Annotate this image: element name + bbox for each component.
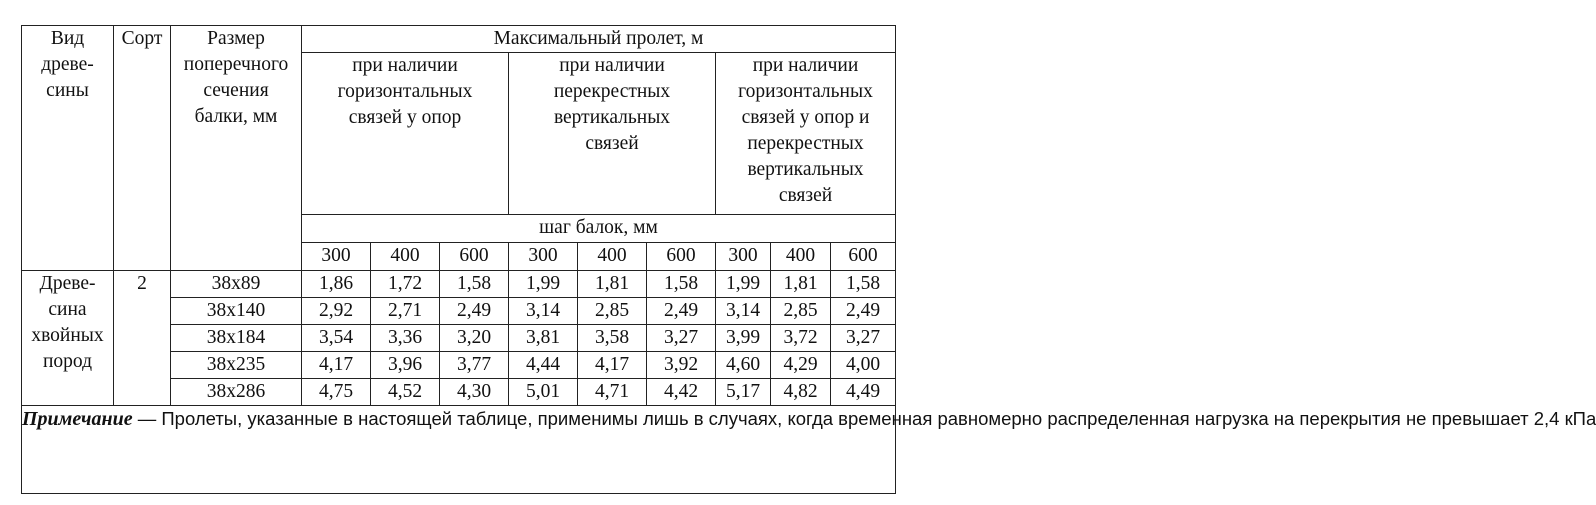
- step-value: 600: [440, 243, 509, 271]
- value-cell: 3,92: [647, 352, 716, 379]
- value-cell: 5,01: [509, 379, 578, 406]
- step-value: 600: [831, 243, 896, 271]
- header-group-vertical: [509, 53, 716, 215]
- value-cell: 3,72: [771, 325, 831, 352]
- value-cell: 4,44: [509, 352, 578, 379]
- value-cell: 4,30: [440, 379, 509, 406]
- group-line: связей: [585, 133, 639, 154]
- value-cell: 4,82: [771, 379, 831, 406]
- value-cell: 4,42: [647, 379, 716, 406]
- size-cell: 38x235: [171, 352, 302, 379]
- group-line: вертикальных: [553, 107, 671, 128]
- group-line: вертикальных: [747, 159, 864, 180]
- value-cell: 2,49: [647, 298, 716, 325]
- value-cell: 3,58: [578, 325, 647, 352]
- step-value: 300: [509, 243, 578, 271]
- species-line: пород: [42, 351, 93, 372]
- group-line: при наличии: [559, 55, 665, 76]
- table-row: [22, 271, 896, 298]
- value-cell: 3,20: [440, 325, 509, 352]
- value-cell: 1,86: [302, 271, 371, 298]
- group-line: при наличии: [752, 55, 859, 76]
- span-table: [21, 25, 1596, 494]
- value-cell: 3,77: [440, 352, 509, 379]
- step-value: 300: [302, 243, 371, 271]
- size-cell: 38x184: [171, 325, 302, 352]
- table-note: [22, 406, 1596, 494]
- value-cell: 1,58: [647, 271, 716, 298]
- value-cell: 3,81: [509, 325, 578, 352]
- species-line: Древе-: [39, 273, 96, 294]
- value-cell: 3,54: [302, 325, 371, 352]
- value-cell: 4,75: [302, 379, 371, 406]
- group-line: горизонтальных: [337, 81, 473, 102]
- group-line: горизонтальных: [738, 81, 873, 102]
- value-cell: 5,17: [716, 379, 771, 406]
- group-line: связей у опор: [348, 107, 462, 128]
- value-cell: 3,14: [716, 298, 771, 325]
- group-line: перекрестных: [747, 133, 864, 154]
- step-value: 400: [578, 243, 647, 271]
- value-cell: 2,85: [771, 298, 831, 325]
- value-cell: 4,49: [831, 379, 896, 406]
- value-cell: 4,52: [371, 379, 440, 406]
- value-cell: 3,27: [647, 325, 716, 352]
- span-table-container: [21, 25, 1596, 494]
- value-cell: 2,49: [440, 298, 509, 325]
- value-cell: 4,00: [831, 352, 896, 379]
- value-cell: 1,72: [371, 271, 440, 298]
- value-cell: 2,71: [371, 298, 440, 325]
- grade-cell: [114, 271, 171, 406]
- value-cell: 1,58: [831, 271, 896, 298]
- group-line: при наличии: [352, 55, 458, 76]
- note-text: — Пролеты, указанные в настоящей таблице, применимы лишь в случаях, когда временная равномерно распределенная нагрузка на перекрытия не превышает 2,4 кПа: [132, 408, 1596, 429]
- header-step: шаг балок, мм: [302, 215, 896, 243]
- header-species-line: Вид: [50, 28, 85, 49]
- step-value: 400: [771, 243, 831, 271]
- species-line: хвойных: [31, 325, 104, 346]
- header-size: [171, 26, 302, 271]
- value-cell: 4,29: [771, 352, 831, 379]
- value-cell: 1,81: [771, 271, 831, 298]
- grade-value: 2: [137, 273, 147, 294]
- group-line: связей у опор и: [741, 107, 870, 128]
- header-species-line: сины: [46, 80, 89, 101]
- size-cell: 38x286: [171, 379, 302, 406]
- step-value: 600: [647, 243, 716, 271]
- header-group-horizontal: [302, 53, 509, 215]
- size-cell: 38x140: [171, 298, 302, 325]
- value-cell: 2,49: [831, 298, 896, 325]
- value-cell: 3,36: [371, 325, 440, 352]
- group-line: связей: [778, 185, 833, 206]
- header-size-line: балки, мм: [194, 106, 278, 127]
- header-max-span: Максимальный пролет, м: [302, 26, 896, 53]
- value-cell: 1,99: [716, 271, 771, 298]
- value-cell: 4,71: [578, 379, 647, 406]
- header-grade: [114, 26, 171, 271]
- value-cell: 4,17: [578, 352, 647, 379]
- value-cell: 1,58: [440, 271, 509, 298]
- header-grade-label: Сорт: [121, 28, 163, 49]
- species-cell: [22, 271, 114, 406]
- header-size-line: поперечного: [183, 54, 289, 75]
- step-value: 300: [716, 243, 771, 271]
- value-cell: 3,27: [831, 325, 896, 352]
- value-cell: 1,99: [509, 271, 578, 298]
- value-cell: 4,17: [302, 352, 371, 379]
- value-cell: 3,14: [509, 298, 578, 325]
- value-cell: 3,99: [716, 325, 771, 352]
- size-cell: 38x89: [171, 271, 302, 298]
- header-species: [22, 26, 114, 271]
- header-size-line: Размер: [207, 28, 265, 49]
- header-group-both: [716, 53, 896, 215]
- species-line: сина: [48, 299, 87, 320]
- value-cell: 1,81: [578, 271, 647, 298]
- header-species-line: древе-: [41, 54, 94, 75]
- value-cell: 2,85: [578, 298, 647, 325]
- header-size-line: сечения: [203, 80, 269, 101]
- note-title: Примечание: [22, 408, 133, 430]
- value-cell: 2,92: [302, 298, 371, 325]
- value-cell: 3,96: [371, 352, 440, 379]
- value-cell: 4,60: [716, 352, 771, 379]
- step-value: 400: [371, 243, 440, 271]
- group-line: перекрестных: [553, 81, 671, 102]
